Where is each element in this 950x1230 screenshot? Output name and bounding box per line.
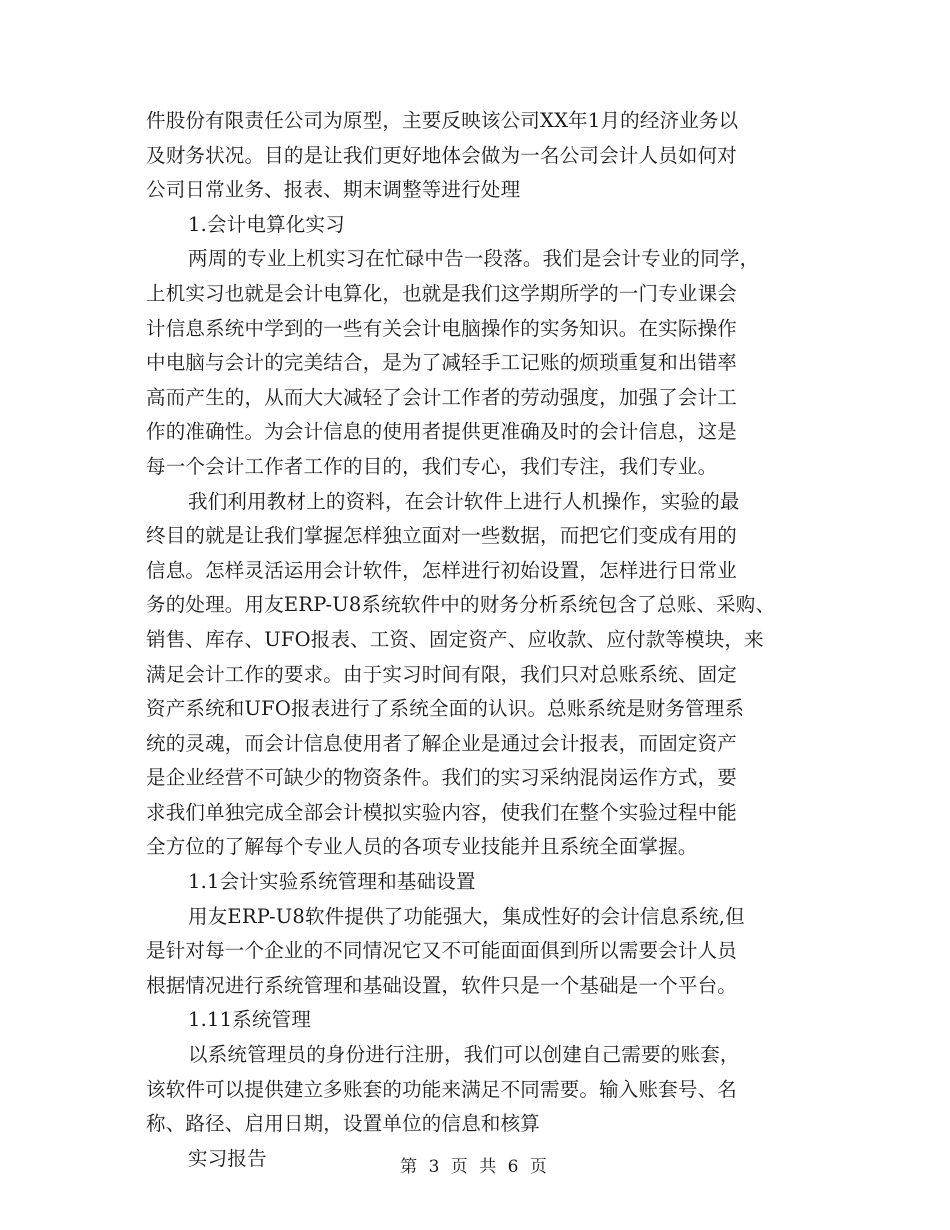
- text-line: 上机实习也就是会计电算化，也就是我们这学期所学的一门专业课会: [146, 281, 738, 305]
- body-text: [146, 104, 826, 1176]
- text-line: 务的处理。用友ERP-U8系统软件中的财务分析系统包含了总账、采购、: [146, 593, 776, 617]
- text-line: 及财务状况。目的是让我们更好地体会做为一名公司会计人员如何对: [146, 143, 738, 167]
- text-line: 1.1会计实验系统管理和基础设置: [188, 870, 476, 894]
- text-line: 满足会计工作的要求。由于实习时间有限，我们只对总账系统、固定: [146, 662, 738, 686]
- text-line: 用友ERP-U8软件提供了功能强大，集成性好的会计信息系统,但: [188, 904, 745, 928]
- text-line: 是企业经营不可缺少的物资条件。我们的实习采纳混岗运作方式，要: [146, 766, 738, 790]
- text-line: 求我们单独完成全部会计模拟实验内容，使我们在整个实验过程中能: [146, 800, 738, 824]
- text-line: 件股份有限责任公司为原型，主要反映该公司XX年1月的经济业务以: [146, 109, 739, 132]
- text-line: 全方位的了解每个专业人员的各项专业技能并且系统全面掌握。: [146, 835, 698, 859]
- text-line: 以系统管理员的身份进行注册，我们可以创建自己需要的账套，: [188, 1043, 740, 1067]
- text-line: 计信息系统中学到的一些有关会计电脑操作的实务知识。在实际操作: [146, 316, 738, 340]
- text-line: 1.11系统管理: [188, 1008, 312, 1032]
- text-line: 1.会计电算化实习: [188, 212, 345, 236]
- text-line: 销售、库存、UFO报表、工资、固定资产、应收款、应付款等模块，来: [146, 627, 764, 651]
- text-line: 作的准确性。为会计信息的使用者提供更准确及时的会计信息，这是: [146, 420, 738, 444]
- text-line: 公司日常业务、报表、期末调整等进行处理: [146, 178, 521, 202]
- text-line: 统的灵魂，而会计信息使用者了解企业是通过会计报表，而固定资产: [146, 731, 738, 755]
- text-line: 称、路径、启用日期，设置单位的信息和核算: [146, 1112, 541, 1136]
- text-line: 该软件可以提供建立多账套的功能来满足不同需要。输入账套号、名: [146, 1077, 738, 1101]
- page-footer: 第 3 页 共 6 页: [400, 1157, 550, 1177]
- text-line: 高而产生的，从而大大减轻了会计工作者的劳动强度，加强了会计工: [146, 385, 738, 409]
- text-line: 中电脑与会计的完美结合，是为了减轻手工记账的烦琐重复和出错率: [146, 351, 738, 375]
- text-line: 是针对每一个企业的不同情况它又不可能面面俱到所以需要会计人员: [146, 939, 738, 963]
- text-line: 实习报告: [188, 1146, 267, 1170]
- text-line: 资产系统和UFO报表进行了系统全面的认识。总账系统是财务管理系: [146, 697, 745, 721]
- text-line: 信息。怎样灵活运用会计软件，怎样进行初始设置，怎样进行日常业: [146, 558, 738, 582]
- text-line: 终目的就是让我们掌握怎样独立面对一些数据，而把它们变成有用的: [146, 524, 738, 548]
- text-line: 我们利用教材上的资料，在会计软件上进行人机操作，实验的最: [188, 489, 740, 513]
- text-line: 两周的专业上机实习在忙碌中告一段落。我们是会计专业的同学，: [188, 247, 760, 271]
- text-line: 每一个会计工作者工作的目的，我们专心，我们专注，我们专业。: [146, 454, 718, 478]
- text-line: 根据情况进行系统管理和基础设置，软件只是一个基础是一个平台。: [146, 973, 738, 997]
